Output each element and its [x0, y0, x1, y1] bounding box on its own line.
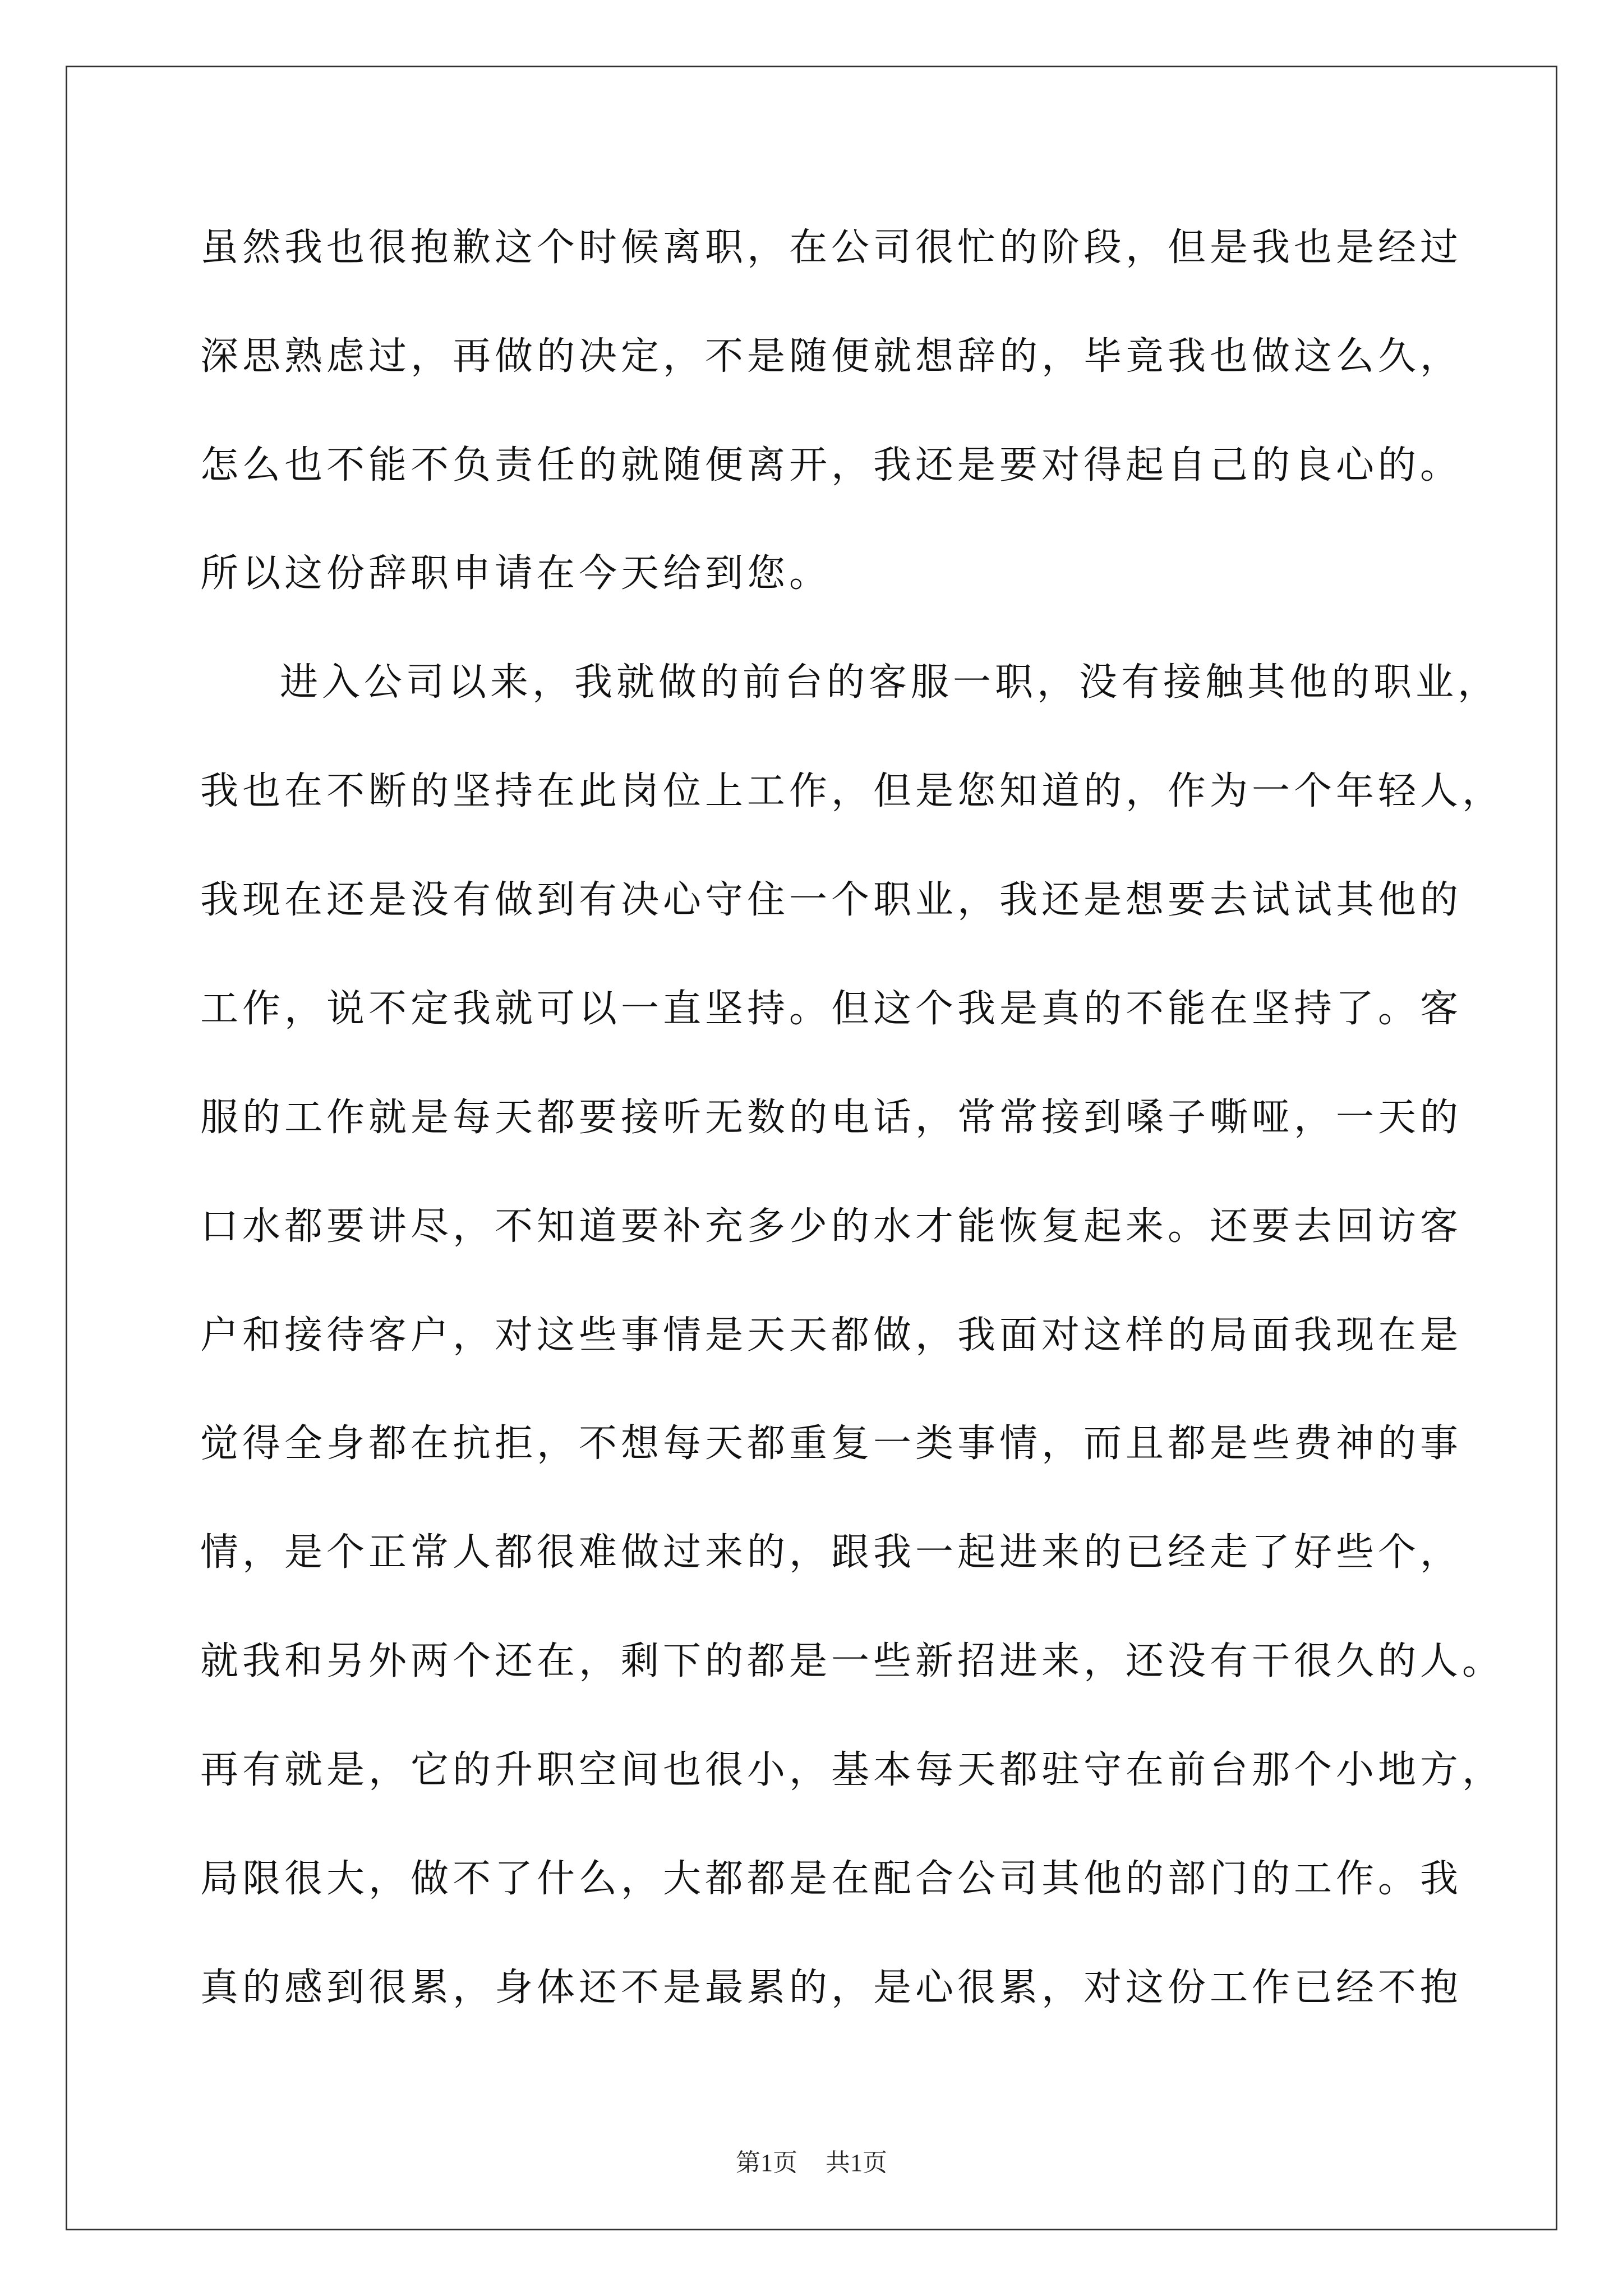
- text-line: 觉得全身都在抗拒，不想每天都重复一类事情，而且都是些费神的事: [200, 1421, 1463, 1466]
- text-line: 口水都要讲尽，不知道要补充多少的水才能恢复起来。还要去回访客: [200, 1204, 1463, 1249]
- text-line: 工作，说不定我就可以一直坚持。但这个我是真的不能在坚持了。客: [200, 987, 1463, 1031]
- text-line: 真的感到很累，身体还不是最累的，是心很累，对这份工作已经不抱: [200, 1966, 1463, 2010]
- text-line: 户和接待客户，对这些事情是天天都做，我面对这样的局面我现在是: [200, 1313, 1463, 1358]
- text-line: 深思熟虑过，再做的决定，不是随便就想辞的，毕竟我也做这么久，: [200, 334, 1463, 379]
- paragraph-first-line: 进入公司以来，我就做的前台的客服一职，没有接触其他的职业，: [280, 660, 1500, 705]
- page-footer: [0, 2147, 1623, 2179]
- text-line: 虽然我也很抱歉这个时候离职，在公司很忙的阶段，但是我也是经过: [200, 226, 1463, 270]
- page-number: 第1页: [736, 2149, 797, 2177]
- text-line: 局限很大，做不了什么，大都都是在配合公司其他的部门的工作。我: [200, 1857, 1463, 1901]
- text-line: 我现在还是没有做到有决心守住一个职业，我还是想要去试试其他的: [200, 878, 1463, 922]
- text-line: 我也在不断的坚持在此岗位上工作，但是您知道的，作为一个年轻人，: [200, 769, 1505, 813]
- text-line: 再有就是，它的升职空间也很小，基本每天都驻守在前台那个小地方，: [200, 1748, 1505, 1792]
- text-line: 就我和另外两个还在，剩下的都是一些新招进来，还没有干很久的人。: [200, 1639, 1505, 1683]
- text-line: 服的工作就是每天都要接听无数的电话，常常接到嗓子嘶哑，一天的: [200, 1096, 1463, 1140]
- page-border: [66, 66, 1557, 2230]
- page-count: 共1页: [826, 2149, 887, 2177]
- text-line: 情，是个正常人都很难做过来的，跟我一起进来的已经走了好些个，: [200, 1530, 1463, 1575]
- text-line: 怎么也不能不负责任的就随便离开，我还是要对得起自己的良心的。: [200, 443, 1463, 487]
- text-line: 所以这份辞职申请在今天给到您。: [200, 551, 832, 596]
